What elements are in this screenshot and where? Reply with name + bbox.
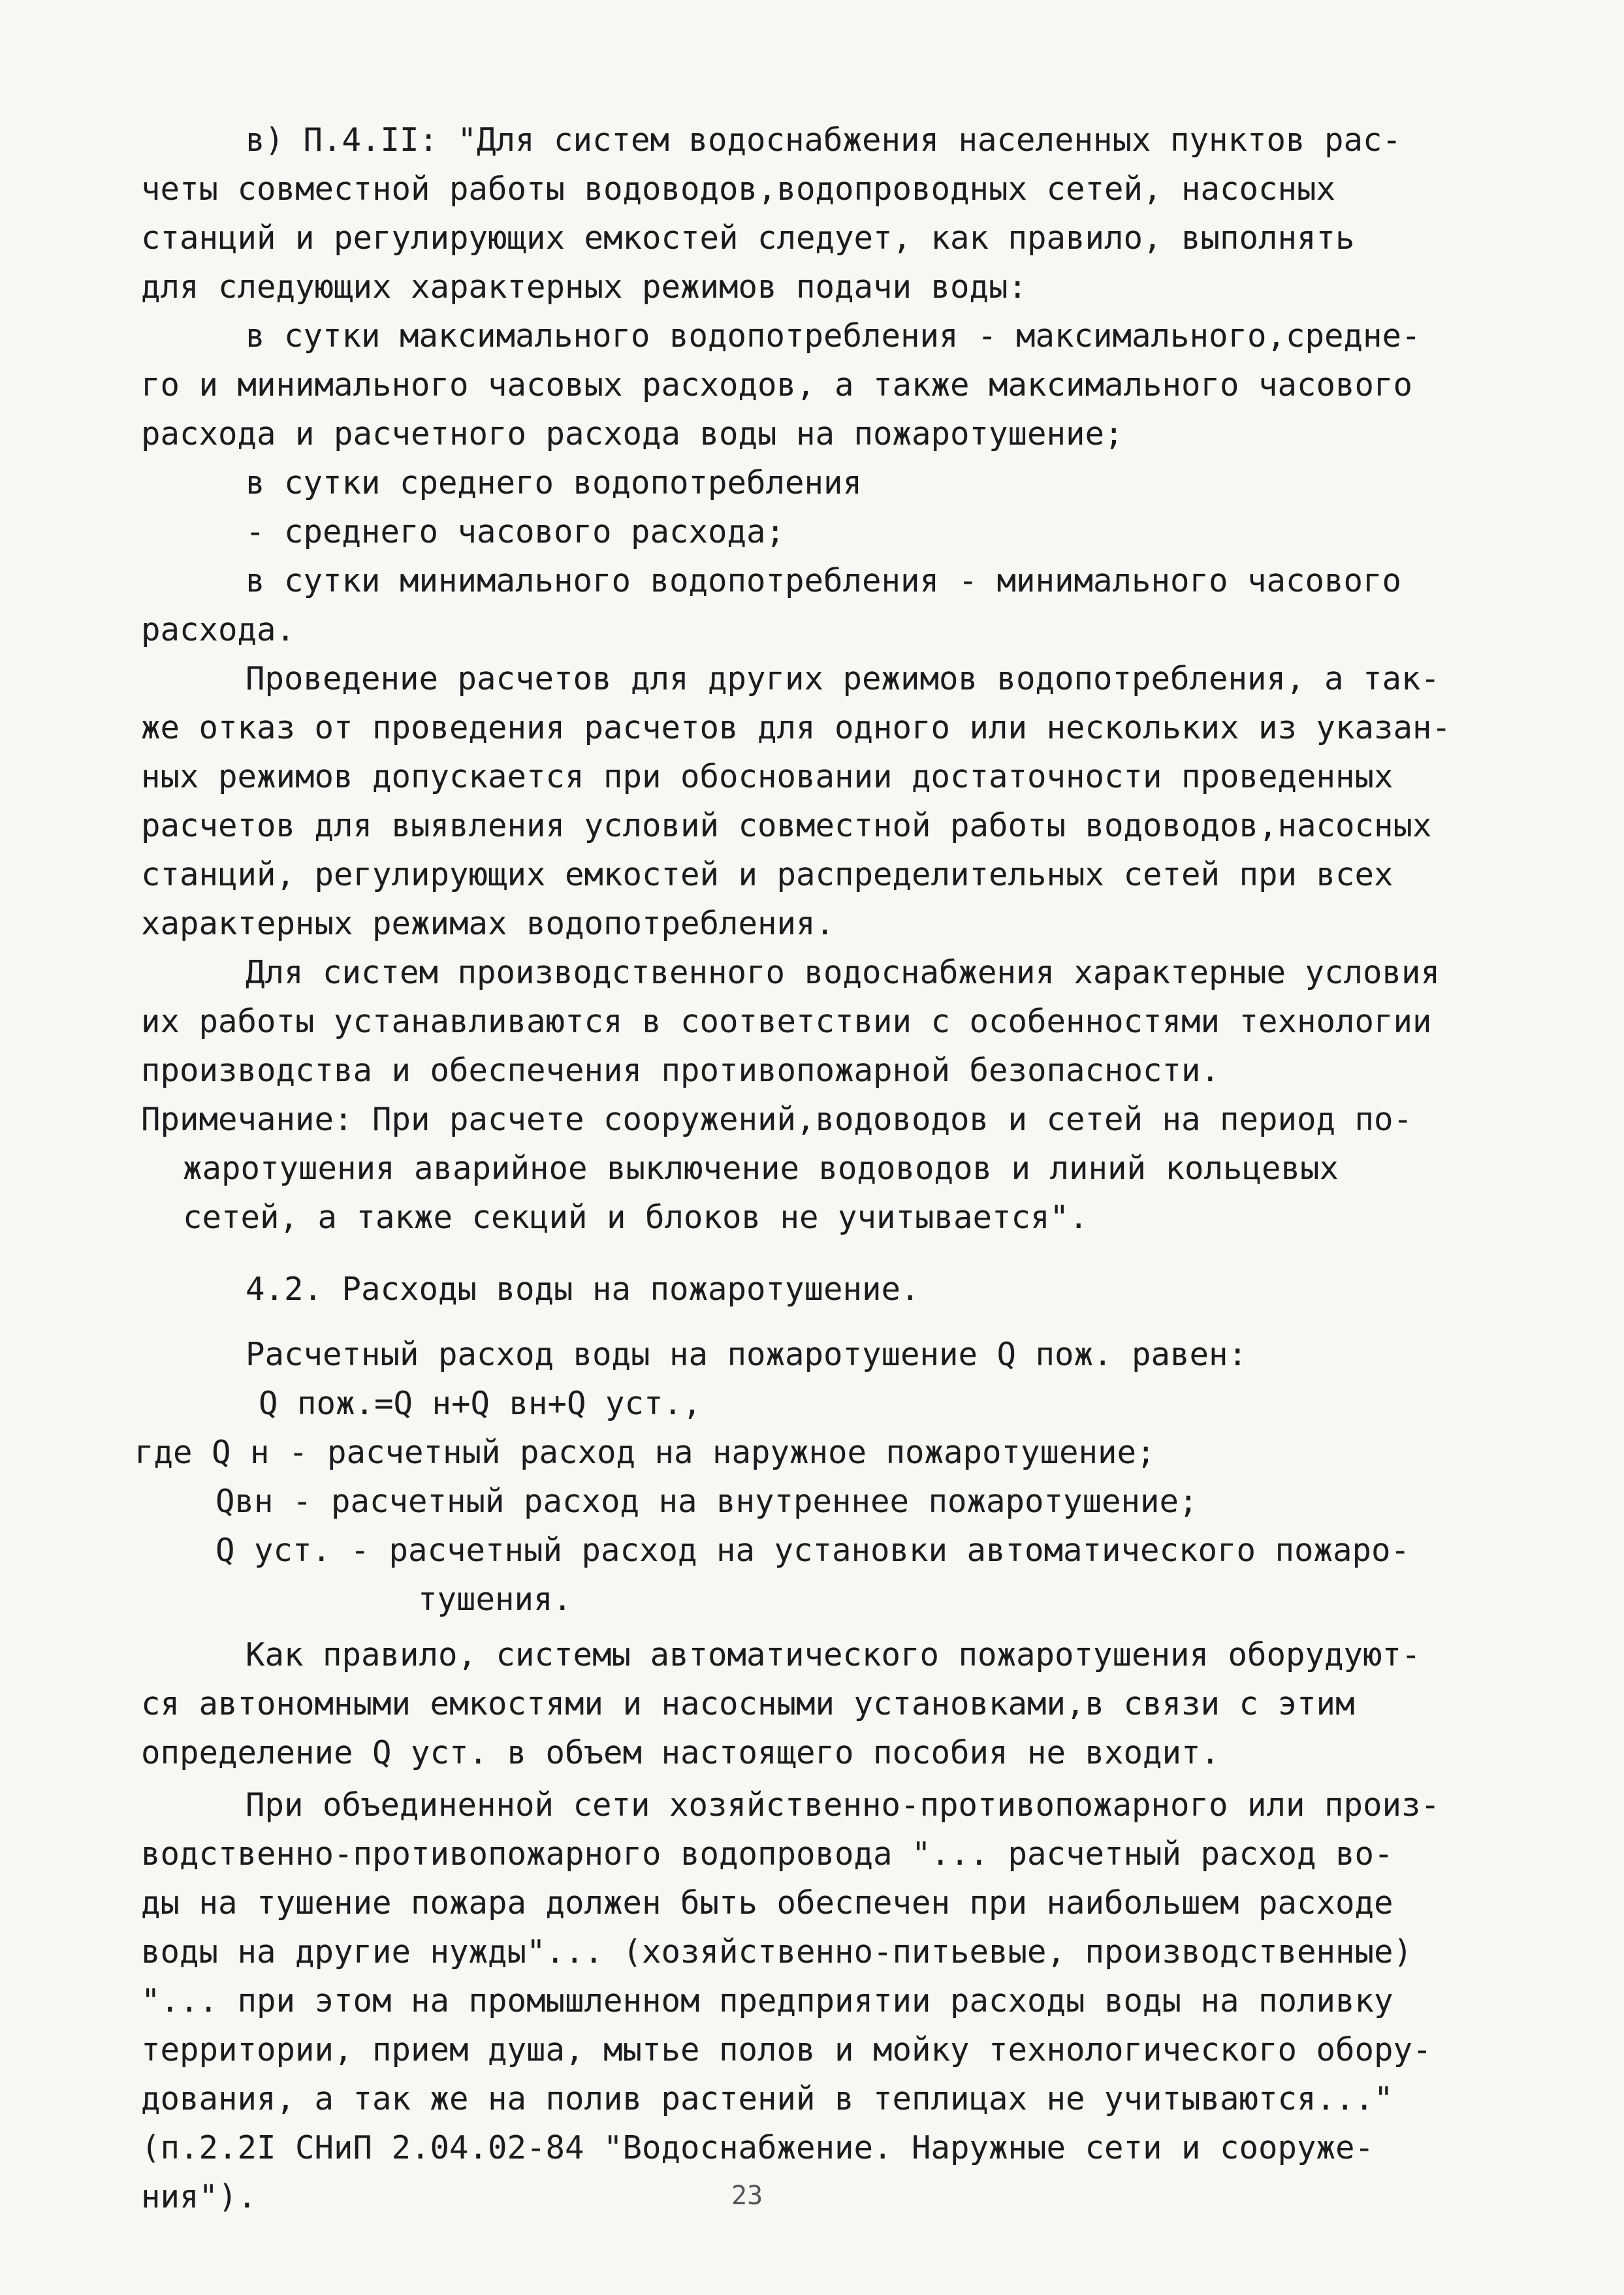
text-line: ных режимов допускается при обосновании достаточности проведенных — [141, 758, 1393, 795]
text-line: Расчетный расход воды на пожаротушение Q пож. равен: — [246, 1336, 1248, 1373]
text-line: станций, регулирующих емкостей и распределительных сетей при всех — [141, 856, 1393, 893]
text-line: (п.2.2I СНиП 2.04.02-84 "Водоснабжение. Наружные сети и сооруже- — [141, 2129, 1375, 2166]
text-line: расхода. — [141, 611, 296, 648]
text-line: в сутки максимального водопотребления - максимального,средне- — [246, 317, 1421, 355]
text-line: характерных режимах водопотребления. — [141, 905, 835, 942]
note-line: сетей, а также секций и блоков не учитывается". — [183, 1199, 1089, 1236]
definition-line: тушения. — [418, 1581, 573, 1618]
formula-line: Q пож.=Q н+Q вн+Q уст., — [259, 1385, 702, 1422]
text-line: определение Q уст. в объем настоящего пособия не входит. — [141, 1734, 1220, 1771]
text-line: "... при этом на промышленном предприятии расходы воды на поливку — [141, 1982, 1393, 2019]
page-number: 23 — [731, 2181, 763, 2211]
note-line: жаротушения аварийное выключение водоводов и линий кольцевых — [183, 1150, 1339, 1187]
text-line: расхода и расчетного расхода воды на пожаротушение; — [141, 415, 1124, 452]
text-line: территории, прием душа, мытье полов и мойку технологического обору- — [141, 2031, 1432, 2068]
text-line: дования, а так же на полив растений в теплицах не учитываются..." — [141, 2080, 1393, 2117]
text-line: го и минимального часовых расходов, а также максимального часового — [141, 366, 1413, 404]
text-line: Проведение расчетов для других режимов водопотребления, а так- — [246, 660, 1441, 697]
definition-line: где Q н - расчетный расход на наружное пожаротушение; — [135, 1434, 1156, 1471]
text-line: же отказ от проведения расчетов для одного или нескольких из указан- — [141, 709, 1452, 746]
text-line: в) П.4.II: "Для систем водоснабжения населенных пунктов рас- — [246, 121, 1402, 159]
text-line: для следующих характерных режимов подачи воды: — [141, 268, 1028, 306]
text-line: ния"). — [141, 2178, 257, 2215]
text-line: - среднего часового расхода; — [246, 513, 786, 550]
note-line: Примечание: При расчете сооружений,водоводов и сетей на период по- — [141, 1101, 1413, 1138]
definition-line: Qвн - расчетный расход на внутреннее пожаротушение; — [215, 1483, 1198, 1520]
text-line: расчетов для выявления условий совместной работы водоводов,насосных — [141, 807, 1432, 844]
text-line: четы совместной работы водоводов,водопроводных сетей, насосных — [141, 170, 1336, 208]
text-line: ся автономными емкостями и насосными установками,в связи с этим — [141, 1685, 1355, 1722]
text-line: водственно-противопожарного водопровода "... расчетный расход во- — [141, 1835, 1393, 1873]
definition-line: Q уст. - расчетный расход на установки автоматического пожаро- — [215, 1532, 1410, 1569]
text-line: в сутки среднего водопотребления — [246, 464, 863, 501]
text-line: производства и обеспечения противопожарной безопасности. — [141, 1052, 1220, 1089]
text-line: ды на тушение пожара должен быть обеспечен при наибольшем расходе — [141, 1884, 1393, 1922]
text-line: воды на другие нужды"... (хозяйственно-питьевые, производственные) — [141, 1933, 1413, 1971]
text-line: При объединенной сети хозяйственно-противопожарного или произ- — [246, 1786, 1441, 1824]
text-line: станций и регулирующих емкостей следует, как правило, выполнять — [141, 219, 1355, 257]
text-line: Для систем производственного водоснабжения характерные условия — [246, 954, 1441, 991]
text-line: в сутки минимального водопотребления - минимального часового — [246, 562, 1402, 599]
text-line: их работы устанавливаются в соответствии с особенностями технологии — [141, 1003, 1432, 1040]
text-line: Как правило, системы автоматического пожаротушения оборудуют- — [246, 1636, 1421, 1673]
section-heading: 4.2. Расходы воды на пожаротушение. — [246, 1271, 920, 1308]
